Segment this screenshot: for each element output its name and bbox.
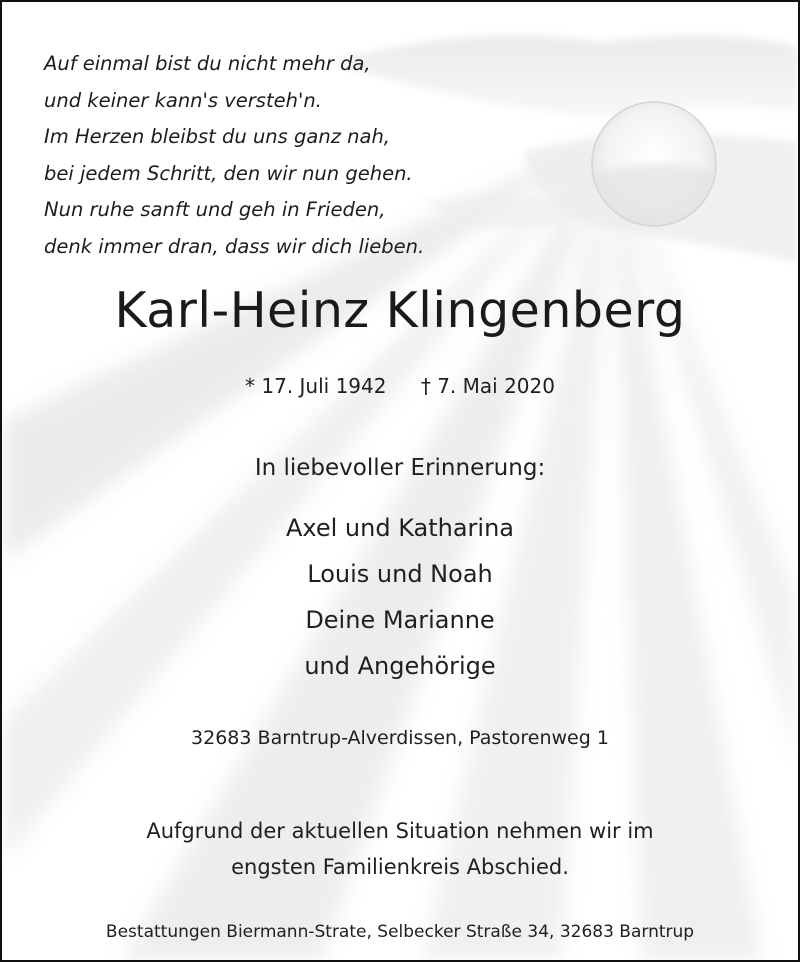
memory-heading: In liebevoller Erinnerung: [254,455,546,481]
funeral-home: Bestattungen Biermann-Strate, Selbecker Straße 34, 32683 Barntrup [105,922,695,942]
mourners-list [2,505,798,689]
mourner: Louis und Noah [307,560,493,588]
birth-date: * 17. Juli 1942 [245,374,387,398]
poem-line: Im Herzen bleibst du uns ganz nah, [44,125,391,148]
mourner: Axel und Katharina [285,514,515,542]
family-address: 32683 Barntrup-Alverdissen, Pastorenweg 1 [191,727,609,749]
poem [44,46,424,265]
poem-line: Auf einmal bist du nicht mehr da, [44,52,371,75]
poem-line: Nun ruhe sanft und geh in Frieden, [44,198,386,221]
mourner: Deine Marianne [305,606,495,634]
farewell-note [2,813,798,885]
death-date: † 7. Mai 2020 [420,374,555,398]
poem-line: denk immer dran, dass wir dich lieben. [44,234,425,258]
poem-line: bei jedem Schritt, den wir nun gehen. [44,161,413,185]
life-dates [2,374,798,398]
poem-line: und keiner kann's versteh'n. [44,88,322,112]
farewell-line: engsten Familienkreis Abschied. [231,855,569,879]
mourner: und Angehörige [304,652,496,680]
deceased-name: Karl-Heinz Klingenberg [114,282,686,339]
farewell-line: Aufgrund der aktuellen Situation nehmen wir im [146,819,654,843]
